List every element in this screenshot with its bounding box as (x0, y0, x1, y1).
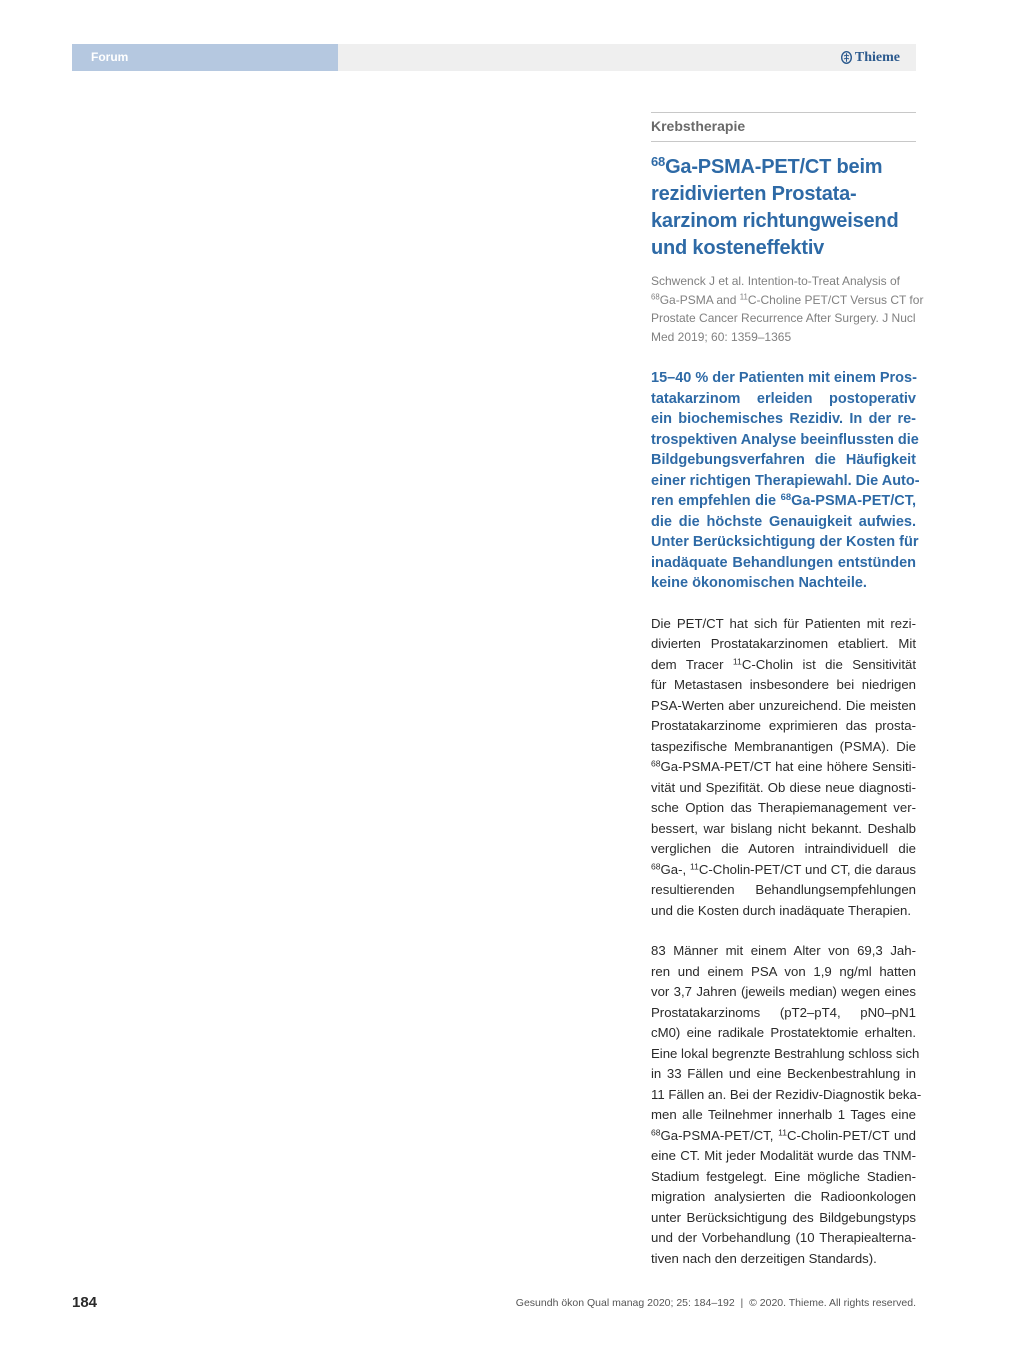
page-number: 184 (72, 1294, 98, 1311)
body-paragraph-1: Die PET/CT hat sich für Patienten mit rezi- divierten Prostatakarzinomen etabliert. Mit dem Tracer $^{11}$C-Cholin ist die Sensitivität für Metastasen insbesondere bei niedrigen PSA-Werten aber unzureichend. Die meisten Prostatakarzinome exprimieren das prosta- taspezifische Membranantigen (PSMA). Die $^{68}$Ga-PSMA-PET/CT hat eine höhere Sensiti- vität und Spezifität. Ob diese neue diagnosti- sche Option das Therapiemanagement ver- bessert, war bislang nicht bekannt. Deshalb verglichen die Autoren intraindividuell die $^{68}$Ga-, $^{11}$C-Cholin-PET/CT und CT, die daraus resultierenden Behandlungsempfehlungen und die Kosten durch inadäquate Therapien. (651, 615, 916, 918)
article-column (651, 112, 924, 1269)
category-divider (651, 141, 916, 142)
page-header (72, 44, 916, 71)
thieme-logo-icon (841, 51, 852, 64)
body-paragraph-2: 83 Männer mit einem Alter von 69,3 Jah- ren und einem PSA von 1,9 ng/ml hatten vor 3,7 Jahren (jeweils median) wegen eines Prostatakarzinoms (pT2–pT4, pN0–pN1 cM0) eine radikale Prostatektomie erhalten. Eine lokal begrenzte Bestrahlung schloss sich in 33 Fällen und eine Beckenbestrahlung in 11 Fällen an. Bei der Rezidiv-Diagnostik beka- men alle Teilnehmer innerhalb 1 Tages eine $^{68}$Ga-PSMA-PET/CT, $^{11}$C-Cholin-PET/CT und eine CT. Mit jeder Modalität wurde das TNM- Stadium festgelegt. Eine mögliche Stadien- migration analysierten die Radioonkologen unter Berücksichtigung des Bildgebungstyps und der Vorbehandlung (10 Therapiealterna- tiven nach den derzeitigen Standards). (651, 943, 922, 1266)
section-label: Forum (72, 44, 338, 71)
publisher-logo (841, 44, 900, 71)
article-title: $^{68}$Ga-PSMA-PET/CT beim rezidivierten Prostata- karzinom richtungweisend und kosteneffektiv (651, 153, 899, 259)
article-abstract: 15–40 % der Patienten mit einem Pros- tatakarzinom erleiden postoperativ ein biochemisches Rezidiv. In der re- trospektiven Analyse beeinflussten die Bildgebungsverfahren die Häufigkeit einer richtigen Therapiewahl. Die Auto- ren empfehlen die $^{68}$Ga-PSMA-PET/CT, die die höchste Genauigkeit aufwies. Unter Berücksichtigung der Kosten für inadäquate Behandlungen entstünden keine ökonomischen Nachteile. (651, 370, 920, 591)
article-category: Krebstherapie (651, 118, 746, 134)
journal-footer-citation: Gesundh ökon Qual manag 2020; 25: 184–192 | © 2020. Thieme. All rights reserved. (515, 1297, 916, 1309)
publisher-name: Thieme (854, 50, 900, 65)
article-source-citation: Schwenck J et al. Intention-to-Treat Analysis of $^{68}$Ga-PSMA and $^{11}$C-Choline PET/CT Versus CT for Prostate Cancer Recurrence After Surgery. J Nucl Med 2019; 60: 1359–1365 (651, 274, 924, 344)
